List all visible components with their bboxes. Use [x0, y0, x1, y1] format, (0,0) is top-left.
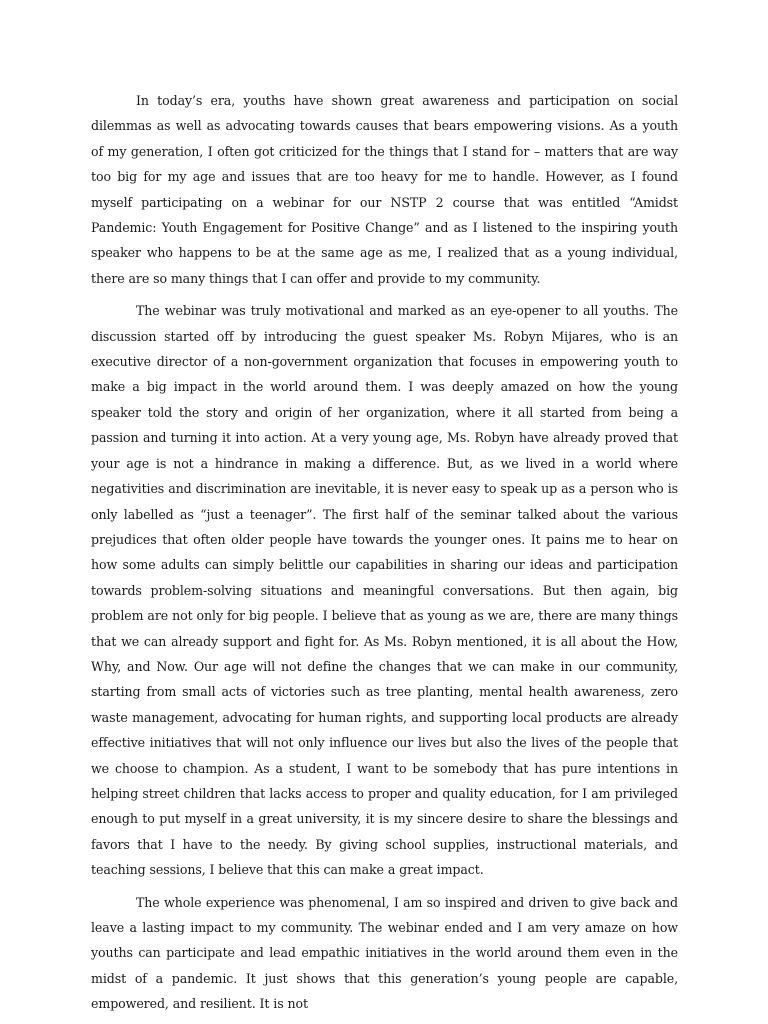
paragraph-intro: In today’s era, youths have shown great awareness and participation on social dilemmas as well as advocating towards causes that bears empowering visions. As a youth of my generation, I often got criticized for the things that I stand for – matters that are way too big for my age and issues that are too heavy for me to handle. However, as I found myself participating on a webinar for our NSTP 2 course that was entitled “Amidst Pandemic: Youth Engagement for Positive Change” and as I listened to the inspiring youth speaker who happens to be at the same age as me, I realized that as a young individual, there are so many things that I can offer and provide to my community. — [91, 93, 678, 286]
paragraph-webinar-discussion: The webinar was truly motivational and marked as an eye-opener to all youths. The discussion started off by introducing the guest speaker Ms. Robyn Mijares, who is an executive director of a non-government organization that focuses in empowering youth to make a big impact in the world around them. I was deeply amazed on how the young speaker told the story and origin of her organization, where it all started from being a passion and turning it into action. At a very young age, Ms. Robyn have already proved that your age is not a hindrance in making a difference. But, as we lived in a world where negativities and discrimination are inevitable, it is never easy to speak up as a person who is only labelled as “just a teenager”. The first half of the seminar talked about the various prejudices that often older people have towards the younger ones. It pains me to hear on how some adults can simply belittle our capabilities in sharing our ideas and participation towards problem-solving situations and meaningful conversations. But then again, big problem are not only for big people. I believe that as young as we are, there are many things that we can already support and fight for. As Ms. Robyn mentioned, it is all about the How, Why, and Now. Our age will not define the changes that we can make in our community, starting from small acts of victories such as tree planting, mental health awareness, zero waste management, advocating for human rights, and supporting local products are already effective initiatives that will not only influence our lives but also the lives of the people that we choose to champion. As a student, I want to be somebody that has pure intentions in helping street children that lacks access to proper and quality education, for I am privileged enough to put myself in a great university, it is my sincere desire to share the blessings and favors that I have to the needy. By giving school supplies, instructional materials, and teaching sessions, I believe that this can make a great impact. — [91, 303, 678, 878]
paragraph-conclusion: The whole experience was phenomenal, I am so inspired and driven to give back and leave a lasting impact to my community. The webinar ended and I am very amaze on how youths can participate and lead empathic initiatives in the world around them even in the midst of a pandemic. It just shows that this generation’s young people are capable, empowered, and resilient. It is not — [91, 894, 678, 1012]
